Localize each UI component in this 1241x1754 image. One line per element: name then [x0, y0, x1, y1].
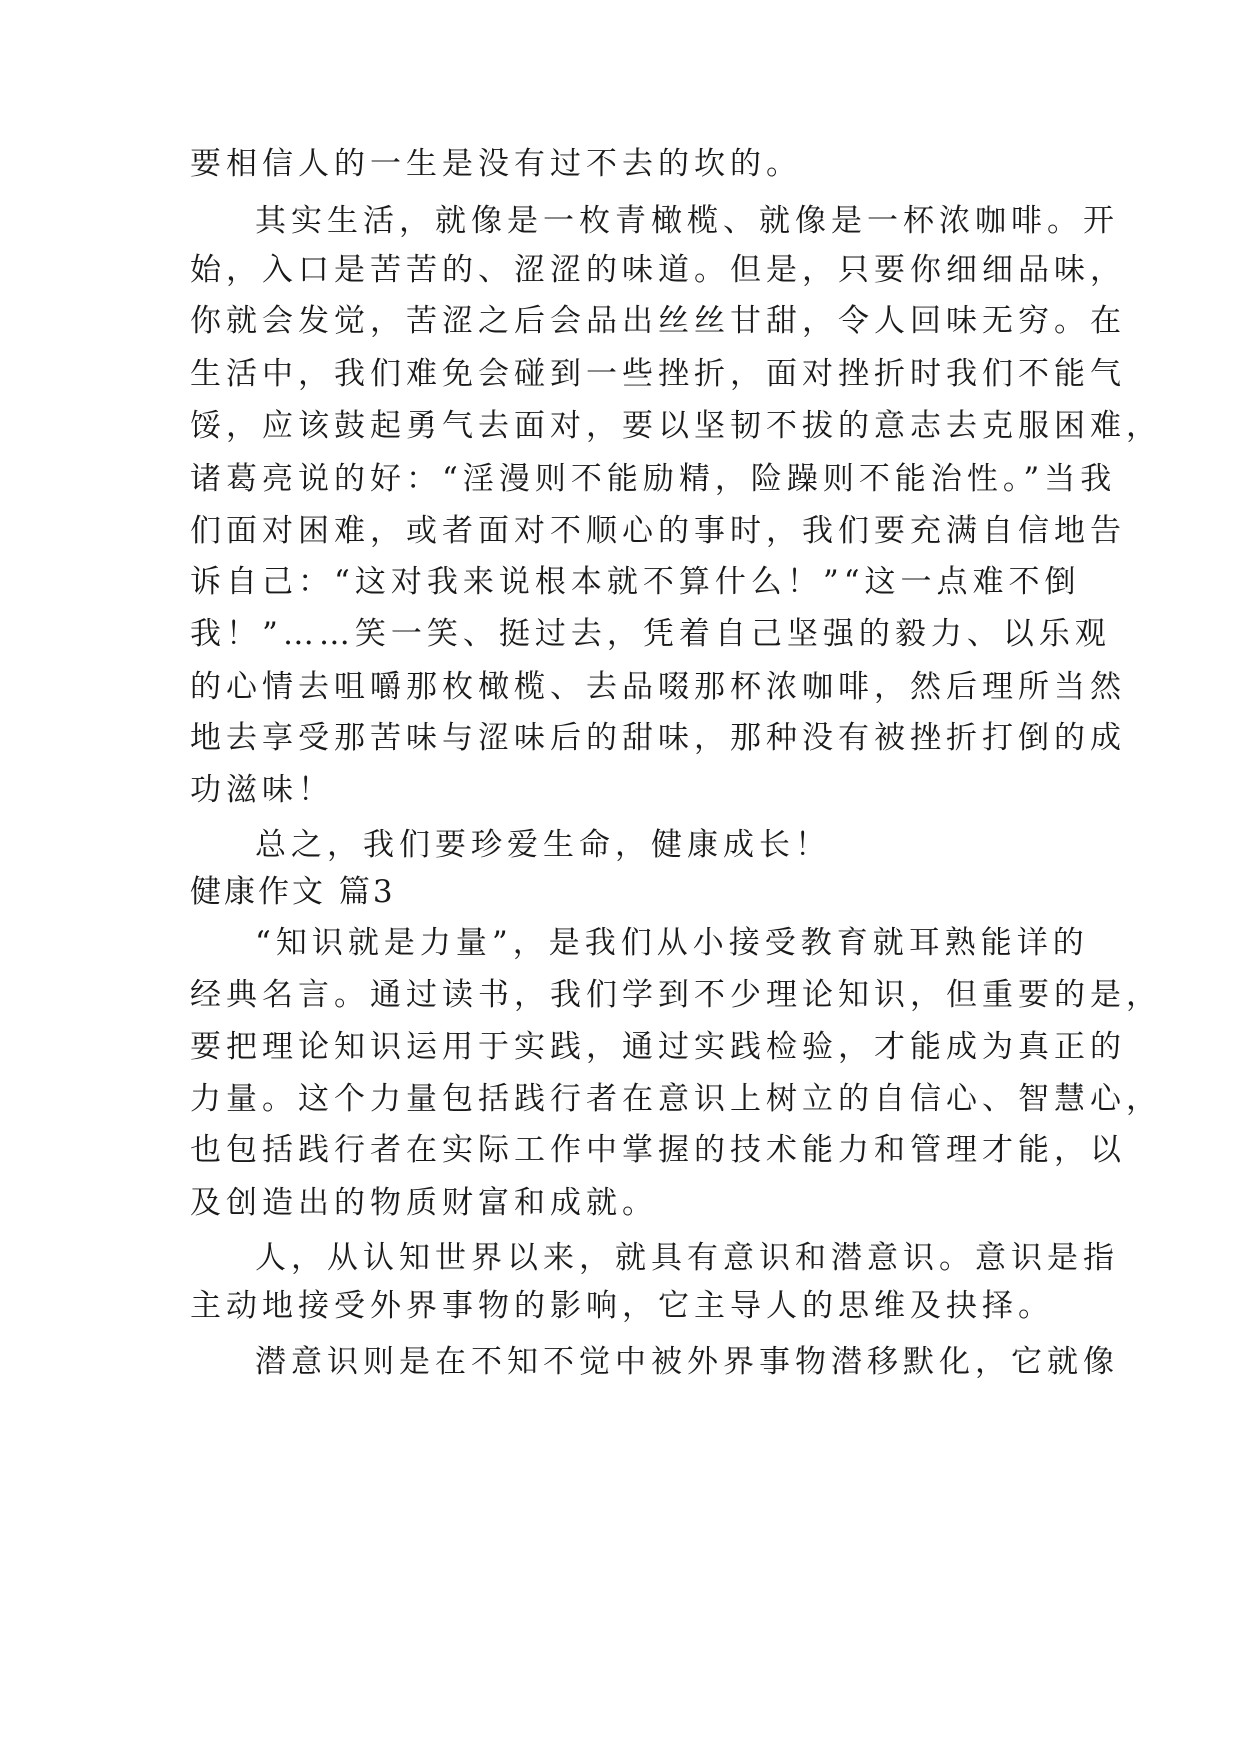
text-line: 的心情去咀嚼那枚橄榄、去品啜那杯浓咖啡，然后理所当然: [190, 669, 1126, 705]
text-line: 始，入口是苦苦的、涩涩的味道。但是，只要你细细品味，: [190, 252, 1126, 288]
text-line: 也包括践行者在实际工作中掌握的技术能力和管理才能，以: [190, 1132, 1126, 1168]
text-line: 经典名言。通过读书，我们学到不少理论知识，但重要的是，: [190, 977, 1162, 1013]
paragraph-line: 其实生活，就像是一枚青橄榄、就像是一杯浓咖啡。开: [255, 203, 1119, 239]
section-heading: 健康作文 篇3: [190, 874, 396, 910]
paragraph-line: “知识就是力量”，是我们从小接受教育就耳熟能详的: [255, 925, 1089, 961]
text-line: 诸葛亮说的好：“淫漫则不能励精，险躁则不能治性。”当我: [190, 461, 1117, 497]
text-line: 及创造出的物质财富和成就。: [190, 1185, 658, 1221]
text-line: 们面对困难，或者面对不顺心的事时，我们要充满自信地告: [190, 513, 1126, 549]
text-line: 馁，应该鼓起勇气去面对，要以坚韧不拔的意志去克服困难，: [190, 408, 1162, 444]
paragraph-line: 人，从认知世界以来，就具有意识和潜意识。意识是指: [255, 1240, 1119, 1276]
text-line: 诉自己：“这对我来说根本就不算什么！”“这一点难不倒: [190, 564, 1081, 600]
text-line: 力量。这个力量包括践行者在意识上树立的自信心、智慧心，: [190, 1081, 1162, 1117]
paragraph-line: 潜意识则是在不知不觉中被外界事物潜移默化，它就像: [255, 1344, 1119, 1380]
text-line: 你就会发觉，苦涩之后会品出丝丝甘甜，令人回味无穷。在: [190, 303, 1126, 339]
text-line: 我！”……笑一笑、挺过去，凭着自己坚强的毅力、以乐观: [190, 616, 1111, 652]
text-line: 地去享受那苦味与涩味后的甜味，那种没有被挫折打倒的成: [190, 720, 1126, 756]
text-line: 要相信人的一生是没有过不去的坎的。: [190, 146, 802, 182]
text-line: 功滋味！: [190, 772, 334, 808]
text-line: 要把理论知识运用于实践，通过实践检验，才能成为真正的: [190, 1029, 1126, 1065]
text-line: 生活中，我们难免会碰到一些挫折，面对挫折时我们不能气: [190, 356, 1126, 392]
text-line: 主动地接受外界事物的影响，它主导人的思维及抉择。: [190, 1288, 1054, 1324]
paragraph-line: 总之，我们要珍爱生命，健康成长！: [255, 827, 831, 863]
